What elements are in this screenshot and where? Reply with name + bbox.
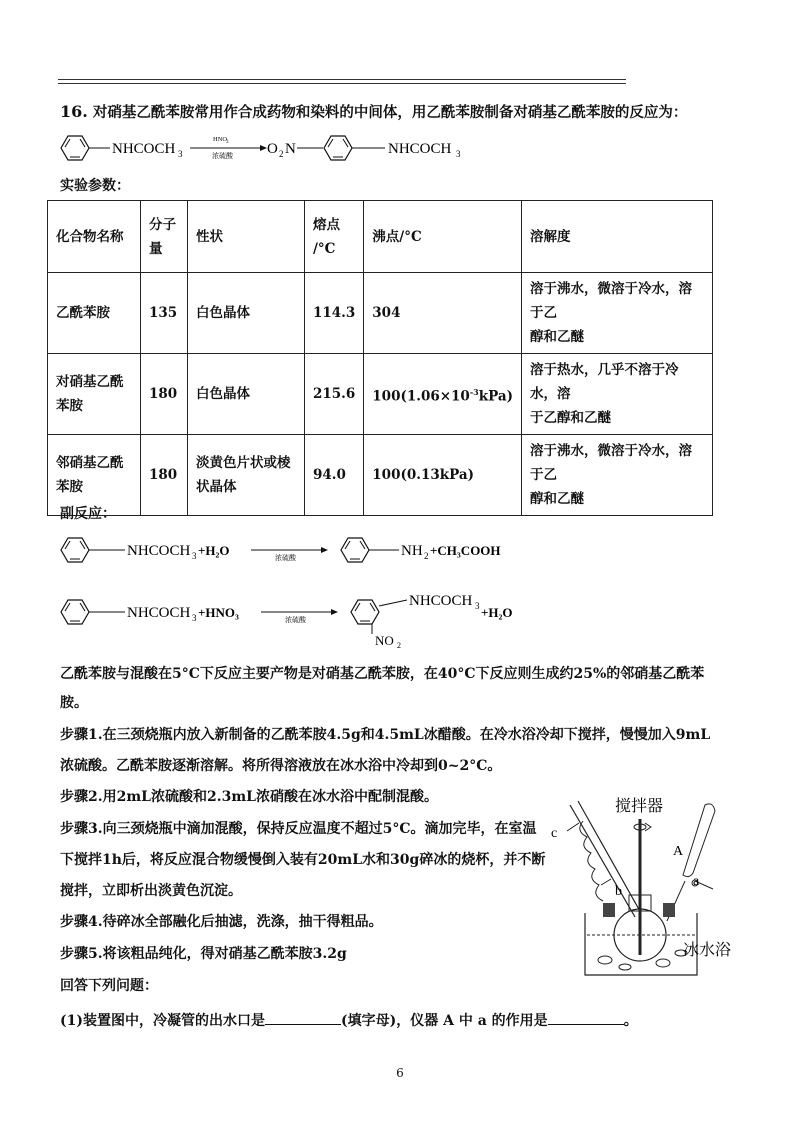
th-mw: 分子 量 bbox=[141, 201, 188, 273]
arrow-top-sub: 3 bbox=[226, 140, 229, 145]
header-rule-bottom bbox=[58, 83, 626, 84]
question-number: 16. bbox=[60, 102, 88, 121]
svg-text:+H₂O: +H₂O bbox=[481, 605, 513, 620]
step-5: 步骤5.将该粗品纯化，得对硝基乙酰苯胺3.2g bbox=[60, 946, 347, 962]
th-bp: 沸点/°C bbox=[364, 201, 522, 273]
product-left: O bbox=[267, 141, 278, 157]
arrow-top-label: HNO bbox=[213, 136, 228, 143]
question-1: (1)装置图中，冷凝管的出水口是 (填字母)，仪器 A 中 a 的作用是 。 bbox=[60, 1010, 638, 1031]
table-row: 邻硝基乙酰 苯胺 180 淡黄色片状或棱 状晶体 94.0 100(0.13kPa) 溶于沸水，微溶于冷水，溶于乙 醇和乙醚 bbox=[48, 435, 713, 516]
reactant-group: NHCOCH bbox=[112, 141, 176, 157]
th-mp: 熔点 /°C bbox=[305, 201, 364, 273]
side-reaction-1 bbox=[55, 530, 535, 570]
svg-text:浓硫酸: 浓硫酸 bbox=[275, 554, 296, 562]
svg-text:浓硫酸: 浓硫酸 bbox=[285, 616, 306, 624]
th-solubility: 溶解度 bbox=[522, 201, 713, 273]
answer-blank-1[interactable] bbox=[265, 1010, 341, 1025]
svg-text:3: 3 bbox=[192, 613, 197, 623]
ice-bath-label: 冰水浴 bbox=[683, 940, 732, 959]
main-reaction bbox=[55, 128, 495, 168]
svg-text:+CH₃COOH: +CH₃COOH bbox=[430, 543, 501, 558]
product-left-sub: 2 bbox=[279, 149, 284, 159]
svg-text:NHCOCH: NHCOCH bbox=[127, 605, 191, 621]
svg-text:3: 3 bbox=[192, 551, 197, 561]
answer-blank-2[interactable] bbox=[548, 1010, 624, 1025]
step-1-line-1: 步骤1.在三颈烧瓶内放入新制备的乙酰苯胺4.5g和4.5mL冰醋酸。在冷水浴冷却下搅拌，慢慢加入9mL bbox=[60, 727, 711, 743]
product-sub: 3 bbox=[456, 149, 461, 159]
svg-text:2: 2 bbox=[397, 641, 401, 650]
page-number: 6 bbox=[396, 1066, 404, 1080]
label-b: b bbox=[615, 884, 622, 899]
svg-text:3: 3 bbox=[475, 601, 480, 611]
svg-text:2: 2 bbox=[424, 551, 429, 561]
paragraph-line-1: 乙酰苯胺与混酸在5°C下反应主要产物是对硝基乙酰苯胺，在40°C下反应则生成约25%的邻硝基乙酰苯 bbox=[60, 666, 705, 682]
question-intro bbox=[60, 102, 687, 123]
svg-text:+HNO₃: +HNO₃ bbox=[198, 605, 239, 620]
table-row: 乙酰苯胺 135 白色晶体 114.3 304 溶于沸水，微溶于冷水，溶于乙 醇和乙醚 bbox=[48, 273, 713, 354]
table-row: 对硝基乙酰 苯胺 180 白色晶体 215.6 $100(1.06\times 10^{-3}kPa)$ 溶于热水，几乎不溶于冷水，溶 于乙醇和乙醚 bbox=[48, 354, 713, 435]
side-reaction-2 bbox=[55, 588, 535, 650]
svg-text:NO: NO bbox=[375, 633, 394, 648]
paragraph-line-2: 胺。 bbox=[60, 695, 88, 711]
arrow-bottom-label: 浓硫酸 bbox=[212, 152, 233, 160]
reactant-sub: 3 bbox=[178, 149, 183, 159]
th-name: 化合物名称 bbox=[48, 201, 141, 273]
label-A: A bbox=[673, 844, 684, 859]
benzene-ring-reactant bbox=[61, 136, 89, 160]
answer-prompt: 回答下列问题： bbox=[60, 978, 158, 994]
label-c: c bbox=[551, 826, 558, 841]
svg-text:NH: NH bbox=[401, 543, 423, 559]
header-rule-top bbox=[58, 79, 626, 80]
step-4: 步骤4.待碎冰全部融化后抽滤，洗涤，抽干得粗品。 bbox=[60, 914, 383, 930]
step-3-line-1: 步骤3.向三颈烧瓶中滴加混酸，保持反应温度不超过5°C。滴加完毕，在室温 bbox=[60, 821, 537, 837]
step-3-line-2: 下搅拌1h后，将反应混合物缓慢倒入装有20mL水和30g碎冰的烧杯，并不断 bbox=[60, 852, 546, 868]
th-state: 性状 bbox=[188, 201, 305, 273]
step-2: 步骤2.用2mL浓硫酸和2.3mL浓硝酸在冰水浴中配制混酸。 bbox=[60, 789, 439, 805]
label-a: a bbox=[693, 874, 700, 889]
product-group: NHCOCH bbox=[388, 141, 452, 157]
step-1-line-2: 浓硫酸。乙酰苯胺逐渐溶解。将所得溶液放在冰水浴中冷却到0~2°C。 bbox=[60, 758, 502, 774]
step-3-line-3: 搅拌，立即析出淡黄色沉淀。 bbox=[60, 883, 242, 899]
stirrer-label: 搅拌器 bbox=[615, 796, 664, 815]
table-header-row bbox=[48, 201, 713, 273]
svg-text:+H₂O: +H₂O bbox=[198, 543, 230, 558]
condenser bbox=[567, 801, 641, 917]
parameters-table bbox=[47, 200, 713, 516]
side-reaction-title: 副反应： bbox=[60, 506, 116, 522]
svg-text:NHCOCH: NHCOCH bbox=[127, 543, 191, 559]
benzene-ring-product bbox=[324, 136, 352, 160]
svg-text:NHCOCH: NHCOCH bbox=[409, 593, 473, 609]
apparatus-diagram bbox=[545, 785, 745, 985]
question-text: 对硝基乙酰苯胺常用作合成药物和染料的中间体，用乙酰苯胺制备对硝基乙酰苯胺的反应为： bbox=[92, 104, 688, 121]
product-left-n: N bbox=[285, 141, 296, 157]
params-title: 实验参数： bbox=[60, 178, 130, 194]
